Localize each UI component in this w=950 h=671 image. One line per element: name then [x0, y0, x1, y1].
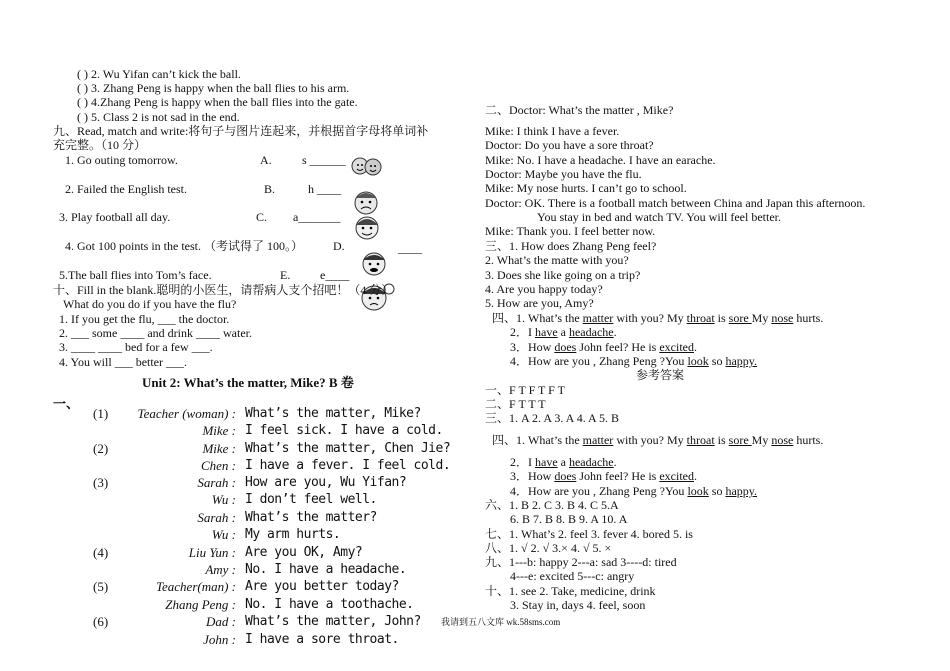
answer-line: 4---e: excited 5---c: angry: [510, 569, 635, 583]
part3-question: 三、1. How does Zhang Peng feel?: [485, 239, 657, 253]
dialogue-number: (6): [93, 614, 109, 629]
cartoon-boy-picture: [349, 212, 385, 242]
dialogue-speaker: Teacher(man) :: [155, 579, 236, 594]
tf-item: ( ) 5. Class 2 is not sad in the end.: [77, 110, 240, 124]
part3-question: 5. How are you, Amy?: [485, 296, 594, 310]
answer-line: 3．How does John feel? He is excited.: [510, 469, 697, 483]
fill-item: 1. If you get the flu, ___ the doctor.: [59, 312, 230, 326]
dialogue-speaker: John :: [203, 632, 236, 647]
answer-line: 2．I have a headache.: [510, 455, 617, 469]
match-word-blank: s ______: [302, 153, 346, 167]
section9-title: 九、Read, match and write:将句子与图片连起来，并根据首字母将单词补: [53, 124, 429, 138]
match-word-blank: a_______: [293, 210, 341, 224]
dialogue-line: I don’t feel well.: [245, 492, 377, 507]
match-letter: C.: [256, 210, 268, 224]
answer-line: 三、1. A 2. A 3. A 4. A 5. B: [485, 411, 620, 425]
dialogue-speaker: Mike :: [202, 441, 236, 456]
dialogue-text-line: Mike: No. I have a headache. I have an earache.: [485, 153, 716, 167]
dialogue-line: I have a sore throat.: [245, 632, 399, 647]
match-word-blank: h ____: [308, 182, 341, 196]
unit-title: Unit 2: What’s the matter, Mike? B 卷: [142, 375, 354, 390]
answer-line: 六、1. B 2. C 3. B 4. C 5.A: [485, 498, 619, 512]
part4-line: 四、1. What’s the matter with you? My throat is sore My nose hurts.: [492, 311, 824, 325]
section9-title-cont: 充完整。（10 分）: [53, 138, 147, 152]
answer-line: 八、1. √ 2. √ 3.× 4. √ 5. ×: [485, 541, 612, 555]
match-letter: B.: [264, 182, 276, 196]
dialogue-text-line: You stay in bed and watch TV. You will feel better.: [537, 210, 781, 224]
cartoon-kids-picture: [348, 152, 384, 182]
part4-line: 2．I have a headache.: [510, 325, 617, 339]
part4-line: 3．How does John feel? He is excited.: [510, 340, 697, 354]
answer-line: 一、F T F T F T: [485, 383, 565, 397]
part3-question: 4. Are you happy today?: [485, 282, 603, 296]
dialogue-speaker: Amy :: [205, 562, 236, 577]
dialogue-number: (5): [93, 579, 109, 594]
answer-line: 九、1---b: happy 2---a: sad 3----d: tired: [485, 555, 677, 569]
match-word-blank: e____: [320, 268, 350, 282]
dialogue-number: (3): [93, 475, 109, 490]
fill-item: 2. ___ some ____ and drink ____ water.: [59, 326, 252, 340]
match-sentence: 4. Got 100 points in the test. （考试得了 100。）: [65, 239, 303, 253]
dialogue-speaker: Zhang Peng :: [165, 597, 236, 612]
dialogue-speaker: Sarah :: [197, 510, 236, 525]
match-sentence: 5.The ball flies into Tom’s face.: [59, 268, 212, 282]
dialogue-line: No. I have a headache.: [245, 562, 407, 577]
section10-question: What do you do if you have the flu?: [63, 297, 237, 311]
match-letter: D.: [333, 239, 345, 253]
match-sentence: 2. Failed the English test.: [65, 182, 187, 196]
cartoon-kid-picture: [356, 248, 392, 278]
part3-question: 3. Does she like going on a trip?: [485, 268, 641, 282]
answer-line: 七、1. What’s 2. feel 3. fever 4. bored 5. is: [485, 527, 693, 541]
part4-line: 4．How are you , Zhang Peng ?You look so happy.: [510, 354, 757, 368]
section10-title: 十、Fill in the blank.聪明的小医生，请帮病人支个招吧！（4 分）: [53, 283, 394, 297]
dialogue-text-line: Mike: Thank you. I feel better now.: [485, 224, 656, 238]
dialogue-number: (4): [93, 545, 109, 560]
tf-item: ( ) 4.Zhang Peng is happy when the ball flies into the gate.: [77, 95, 358, 109]
dialogue-speaker: Sarah :: [197, 475, 236, 490]
answer-line: 二、F T T T: [485, 397, 546, 411]
dialogue-line: What’s the matter, Mike?: [245, 406, 421, 421]
dialogue-speaker: Dad :: [206, 614, 236, 629]
match-word-blank: ____: [398, 241, 422, 255]
dialogue-line: How are you, Wu Yifan?: [245, 475, 407, 490]
dialogue-speaker: Wu :: [211, 492, 236, 507]
dialogue-speaker: Wu :: [211, 527, 236, 542]
fill-item: 4. You will ___ better ___.: [59, 355, 188, 369]
dialogue-text-line: Doctor: OK. There is a football match between China and Japan this afternoon.: [485, 196, 866, 210]
dialogue-speaker: Chen :: [200, 458, 236, 473]
dialogue-line: What’s the matter, John?: [245, 614, 421, 629]
dialogue-speaker: Liu Yun :: [188, 545, 236, 560]
fill-item: 3. ____ ____ bed for a few ___.: [59, 340, 213, 354]
answer-line: 十、1. see 2. Take, medicine, drink: [485, 584, 656, 598]
part1-label: 一、: [53, 396, 80, 411]
part3-question: 2. What’s the matte with you?: [485, 253, 629, 267]
dialogue-text-line: Mike: My nose hurts. I can’t go to school.: [485, 181, 687, 195]
dialogue-text-line: Doctor: Maybe you have the flu.: [485, 167, 642, 181]
answer-line: 3. Stay in, days 4. feel, soon: [510, 598, 646, 612]
dialogue-line: I have a fever. I feel cold.: [245, 458, 451, 473]
tf-item: ( ) 2. Wu Yifan can’t kick the ball.: [77, 67, 241, 81]
dialogue-speaker: Teacher (woman) :: [137, 406, 236, 421]
tf-item: ( ) 3. Zhang Peng is happy when the ball flies to his arm.: [77, 81, 350, 95]
dialogue-line: My arm hurts.: [245, 527, 341, 542]
part2-title: 二、Doctor: What’s the matter , Mike?: [485, 103, 674, 117]
match-letter: A.: [260, 153, 272, 167]
dialogue-number: (1): [93, 406, 109, 421]
dialogue-speaker: Mike :: [202, 423, 236, 438]
match-sentence: 3. Play football all day.: [59, 210, 171, 224]
answer-line: 6. B 7. B 8. B 9. A 10. A: [510, 512, 628, 526]
match-sentence: 1. Go outing tomorrow.: [65, 153, 178, 167]
dialogue-text-line: Mike: I think I have a fever.: [485, 124, 620, 138]
dialogue-line: What’s the matter, Chen Jie?: [245, 441, 451, 456]
match-letter: E.: [280, 268, 291, 282]
answer-line: 4．How are you , Zhang Peng ?You look so happy.: [510, 484, 757, 498]
footer-watermark: 我请到五八文库 wk.58sms.com: [441, 617, 561, 627]
dialogue-number: (2): [93, 441, 109, 456]
dialogue-line: No. I have a toothache.: [245, 597, 414, 612]
dialogue-line: Are you OK, Amy?: [245, 545, 363, 560]
answers-title: 参考答案: [636, 368, 685, 382]
dialogue-line: I feel sick. I have a cold.: [245, 423, 443, 438]
dialogue-text-line: Doctor: Do you have a sore throat?: [485, 138, 654, 152]
dialogue-line: Are you better today?: [245, 579, 399, 594]
answer-line: 四、1. What’s the matter with you? My throat is sore My nose hurts.: [492, 433, 824, 447]
dialogue-line: What’s the matter?: [245, 510, 377, 525]
